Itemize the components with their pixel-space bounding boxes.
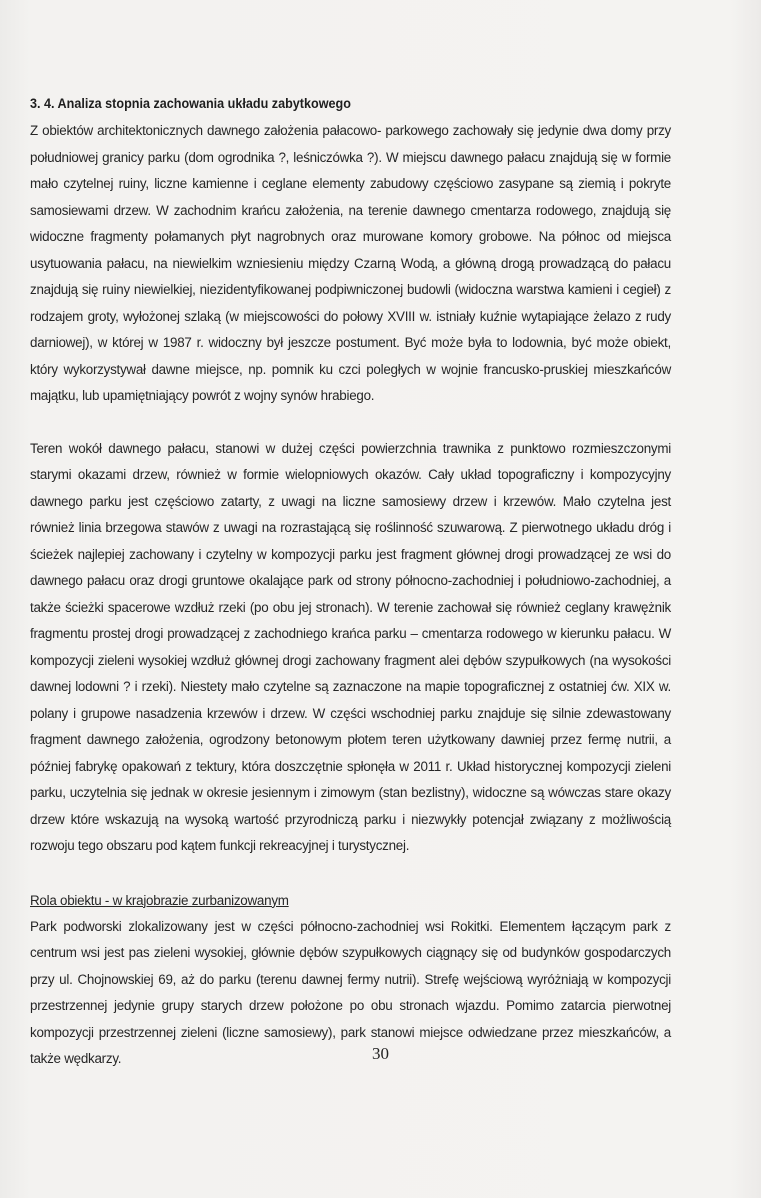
paragraph-gap (30, 860, 671, 886)
subheading-role: Rola obiektu - w krajobrazie zurbanizowanym (30, 892, 289, 908)
paragraph-landscape-role: Park podworski zlokalizowany jest w części północno-zachodniej wsi Rokitki. Elementem łączącym park z centrum wsi jest pas zieleni wysokiej, głównie dębów szypułkowych ciągnący się od budynków gospodarczych przy ul. Chojnowskiej 69, aż do parku (terenu dawnej fermy nutrii). Strefę wejściową wyróżniają w kompozycji przestrzennej jedynie grupy starych drzew położone po obu stronach wjazdu. Pomimo zatarcia pierwotnej kompozycji przestrzennej zieleni (liczne samosiewy), park stanowi miejsce odwiedzane przez mieszkańców, a także wędkarzy. (30, 918, 671, 1066)
page-content (30, 94, 671, 1073)
section-heading: 3. 4. Analiza stopnia zachowania układu zabytkowego (30, 95, 351, 111)
page-number: 30 (372, 1044, 389, 1063)
paragraph-park-condition: Teren wokół dawnego pałacu, stanowi w dużej części powierzchnia trawnika z punktowo rozmieszczonymi starymi okazami drzew, również w formie wielopniowych okazów. Cały układ topograficzny i kompozycyjny dawnego parku jest częściowo zatarty, z uwagi na liczne samosiewy drzew i krzewów. Mało czytelna jest również linia brzegowa stawów z uwagi na rozrastającą się roślinność szuwarową. Z pierwotnego układu dróg i ścieżek najlepiej zachowany i czytelny w kompozycji parku jest fragment głównej drogi prowadzącej ze wsi do dawnego pałacu oraz drogi gruntowe okalające park od strony północno-zachodniej i południowo-zachodniej, a także ścieżki spacerowe wzdłuż rzeki (po obu jej stronach). W terenie zachował się również ceglany krawężnik fragmentu prostej drogi prowadzącej z zachodniego krańca parku – cmentarza rodowego w kierunku pałacu. W kompozycji zieleni wysokiej wzdłuż głównej drogi zachowany fragment alei dębów szypułkowych (na wysokości dawnej lodowni ? i rzeki). Niestety mało czytelne są zaznaczone na mapie topograficznej z ostatniej ćw. XIX w. polany i grupowe nasadzenia krzewów i drzew. W części wschodniej parku znajduje się silnie zdewastowany fragment dawnego założenia, ogrodzony betonowym płotem teren użytkowany dawniej przez fermę nutrii, a później fabrykę opakowań z tektury, która doszczętnie spłonęła w 2011 r. Układ historycznej kompozycji zieleni parku, uczytelnia się jednak w okresie jesiennym i zimowym (stan bezlistny), widoczne są wówczas stare okazy drzew które wskazują na wysoką wartość przyrodniczą parku i niezwykły potencjał związany z możliwością rozwoju tego obszaru pod kątem funkcji rekreacyjnej i turystycznej. (30, 440, 671, 853)
paragraph-architecture: Z obiektów architektonicznych dawnego założenia pałacowo- parkowego zachowały się jedynie dwa domy przy południowej granicy parku (dom ogrodnika ?, leśniczówka ?). W miejscu dawnego pałacu znajdują się w formie mało czytelnej ruiny, liczne kamienne i ceglane elementy zabudowy częściowo zasypane są ziemią i pokryte samosiewami drzew. W zachodnim krańcu założenia, na terenie dawnego cmentarza rodowego, znajdują się widoczne fragmenty połamanych płyt nagrobnych oraz murowane komory grobowe. Na północ od miejsca usytuowania pałacu, na niewielkim wzniesieniu między Czarną Wodą, a główną drogą prowadzącą do pałacu znajdują się ruiny niewielkiej, niezidentyfikowanej podpiwniczonej budowli (widoczna warstwa kamieni i cegieł) z rodzajem groty, wyłożonej szlaką (w miejscowości do połowy XVIII w. istniały kuźnie wytapiające żelazo z rudy darniowej), w której w 1987 r. widoczny był jeszcze postument. Być może była to lodownia, być może obiekt, który wykorzystywał dawne miejsce, np. pomnik ku czci poległych w wojnie francusko-pruskiej mieszkańców majątku, lub upamiętniający powrót z wojny synów hrabiego. (30, 123, 671, 403)
paragraph-gap (30, 410, 671, 436)
